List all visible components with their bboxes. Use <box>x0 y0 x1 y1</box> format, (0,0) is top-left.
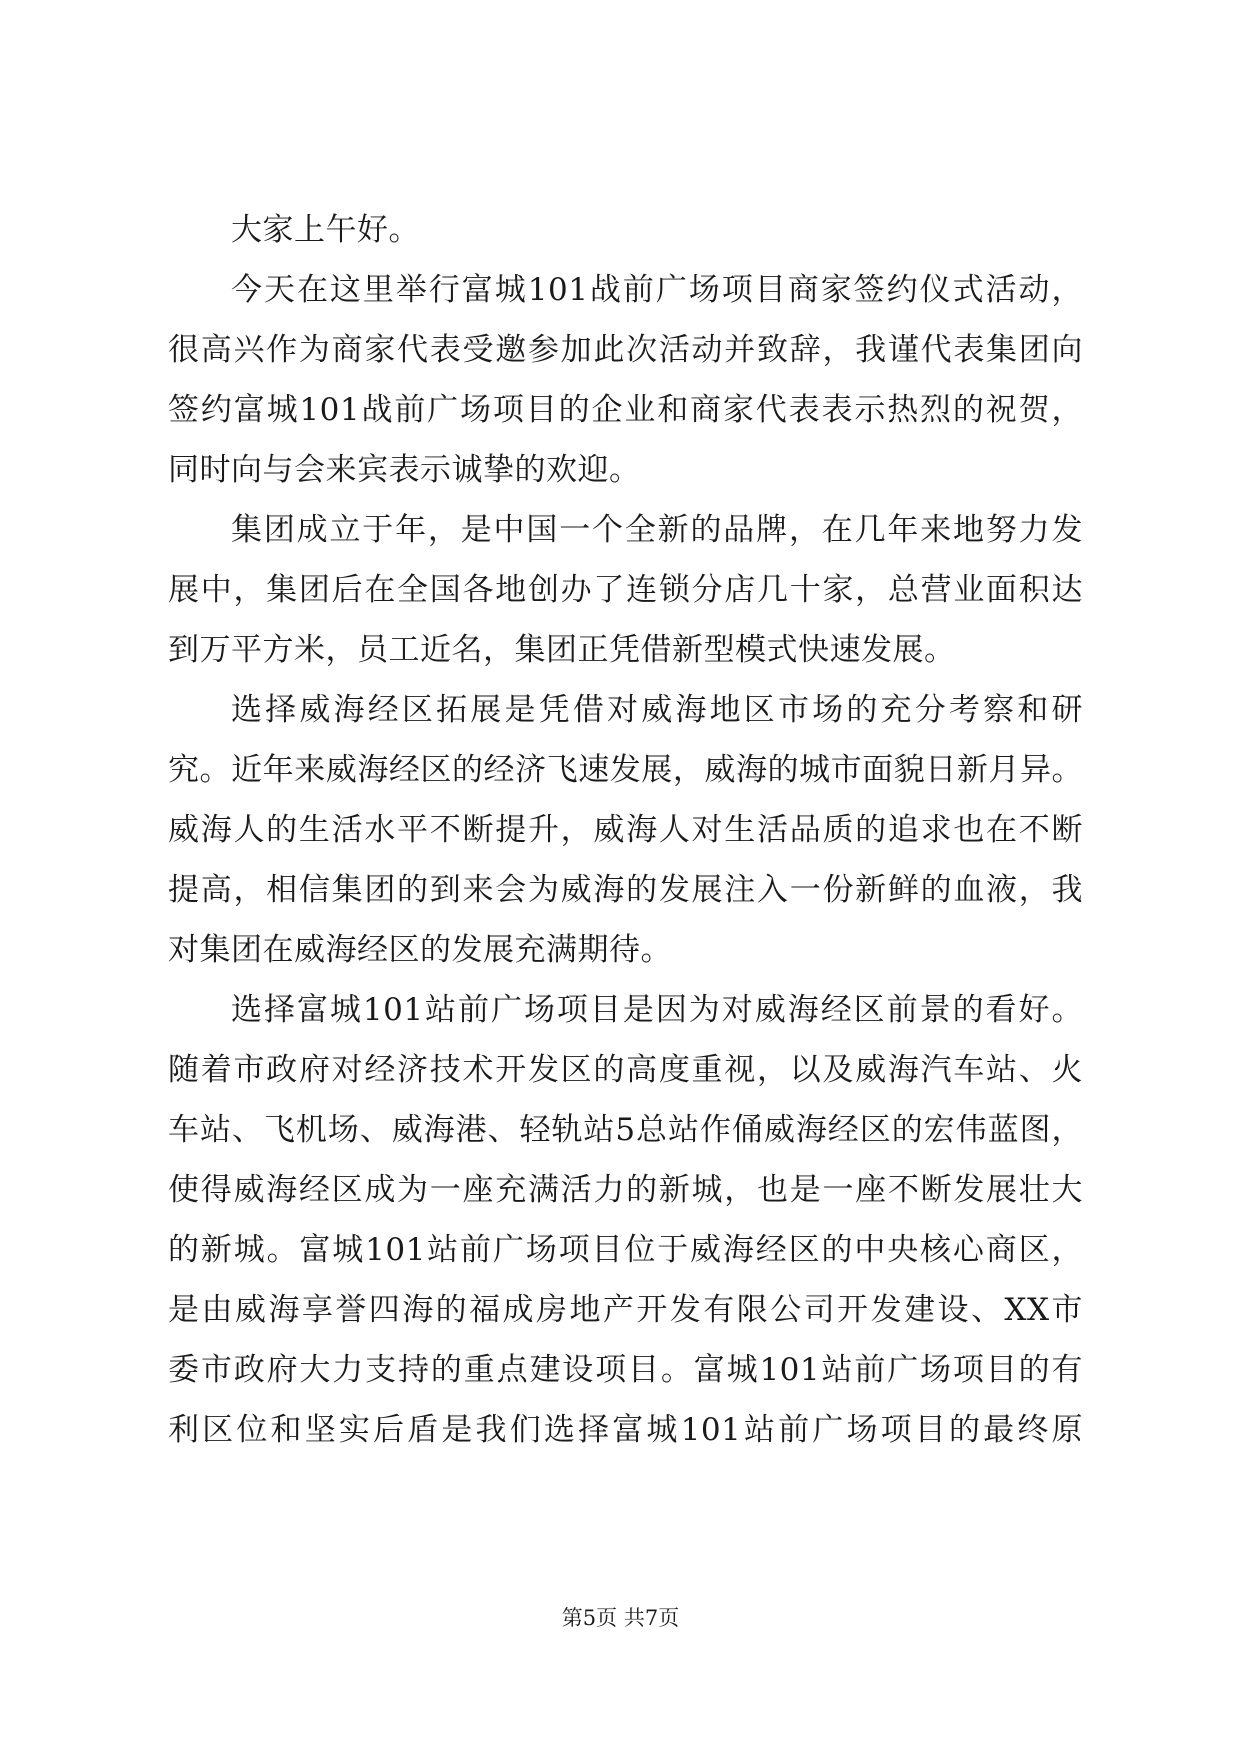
paragraph-line: 随着市政府对经济技术开发区的高度重视，以及威海汽车站、火 <box>168 1052 1083 1088</box>
paragraph <box>168 200 1083 260</box>
document-body <box>168 200 1083 1460</box>
page-footer: 第5页 共7页 <box>561 1606 680 1630</box>
paragraph-line: 利区位和坚实后盾是我们选择富城101站前广场项目的最终原 <box>168 1412 1083 1448</box>
paragraph <box>168 500 1083 680</box>
paragraph-line: 今天在这里举行富城101战前广场项目商家签约仪式活动， <box>231 272 1083 308</box>
paragraph-line: 威海人的生活水平不断提升，威海人对生活品质的追求也在不断 <box>168 812 1083 848</box>
paragraph-line: 对集团在威海经区的发展充满期待。 <box>168 932 672 968</box>
paragraph <box>168 260 1083 500</box>
paragraph-line: 提高，相信集团的到来会为威海的发展注入一份新鲜的血液，我 <box>168 872 1083 908</box>
paragraph-line: 展中，集团后在全国各地创办了连锁分店几十家，总营业面积达 <box>168 572 1083 608</box>
paragraph <box>168 680 1083 980</box>
paragraph-line: 使得威海经区成为一座充满活力的新城，也是一座不断发展壮大 <box>168 1172 1083 1208</box>
paragraph-line: 大家上午好。 <box>231 212 420 248</box>
paragraph-line: 到万平方米，员工近名，集团正凭借新型模式快速发展。 <box>168 632 956 668</box>
paragraph <box>168 980 1083 1460</box>
paragraph-line: 签约富城101战前广场项目的企业和商家代表表示热烈的祝贺， <box>168 392 1083 428</box>
paragraph-line: 很高兴作为商家代表受邀参加此次活动并致辞，我谨代表集团向 <box>168 332 1083 368</box>
paragraph-line: 同时向与会来宾表示诚挚的欢迎。 <box>168 452 641 488</box>
paragraph-line: 究。近年来威海经区的经济飞速发展，威海的城市面貌日新月异。 <box>168 752 1083 788</box>
paragraph-line: 车站、飞机场、威海港、轻轨站5总站作俑威海经区的宏伟蓝图， <box>168 1112 1083 1148</box>
paragraph-line: 是由威海享誉四海的福成房地产开发有限公司开发建设、XX市 <box>168 1292 1083 1328</box>
paragraph-line: 的新城。富城101站前广场项目位于威海经区的中央核心商区， <box>168 1232 1083 1268</box>
paragraph-line: 委市政府大力支持的重点建设项目。富城101站前广场项目的有 <box>168 1352 1083 1388</box>
paragraph-line: 选择威海经区拓展是凭借对威海地区市场的充分考察和研 <box>231 692 1083 728</box>
paragraph-line: 选择富城101站前广场项目是因为对威海经区前景的看好。 <box>231 992 1083 1028</box>
paragraph-line: 集团成立于年，是中国一个全新的品牌，在几年来地努力发 <box>231 512 1083 548</box>
